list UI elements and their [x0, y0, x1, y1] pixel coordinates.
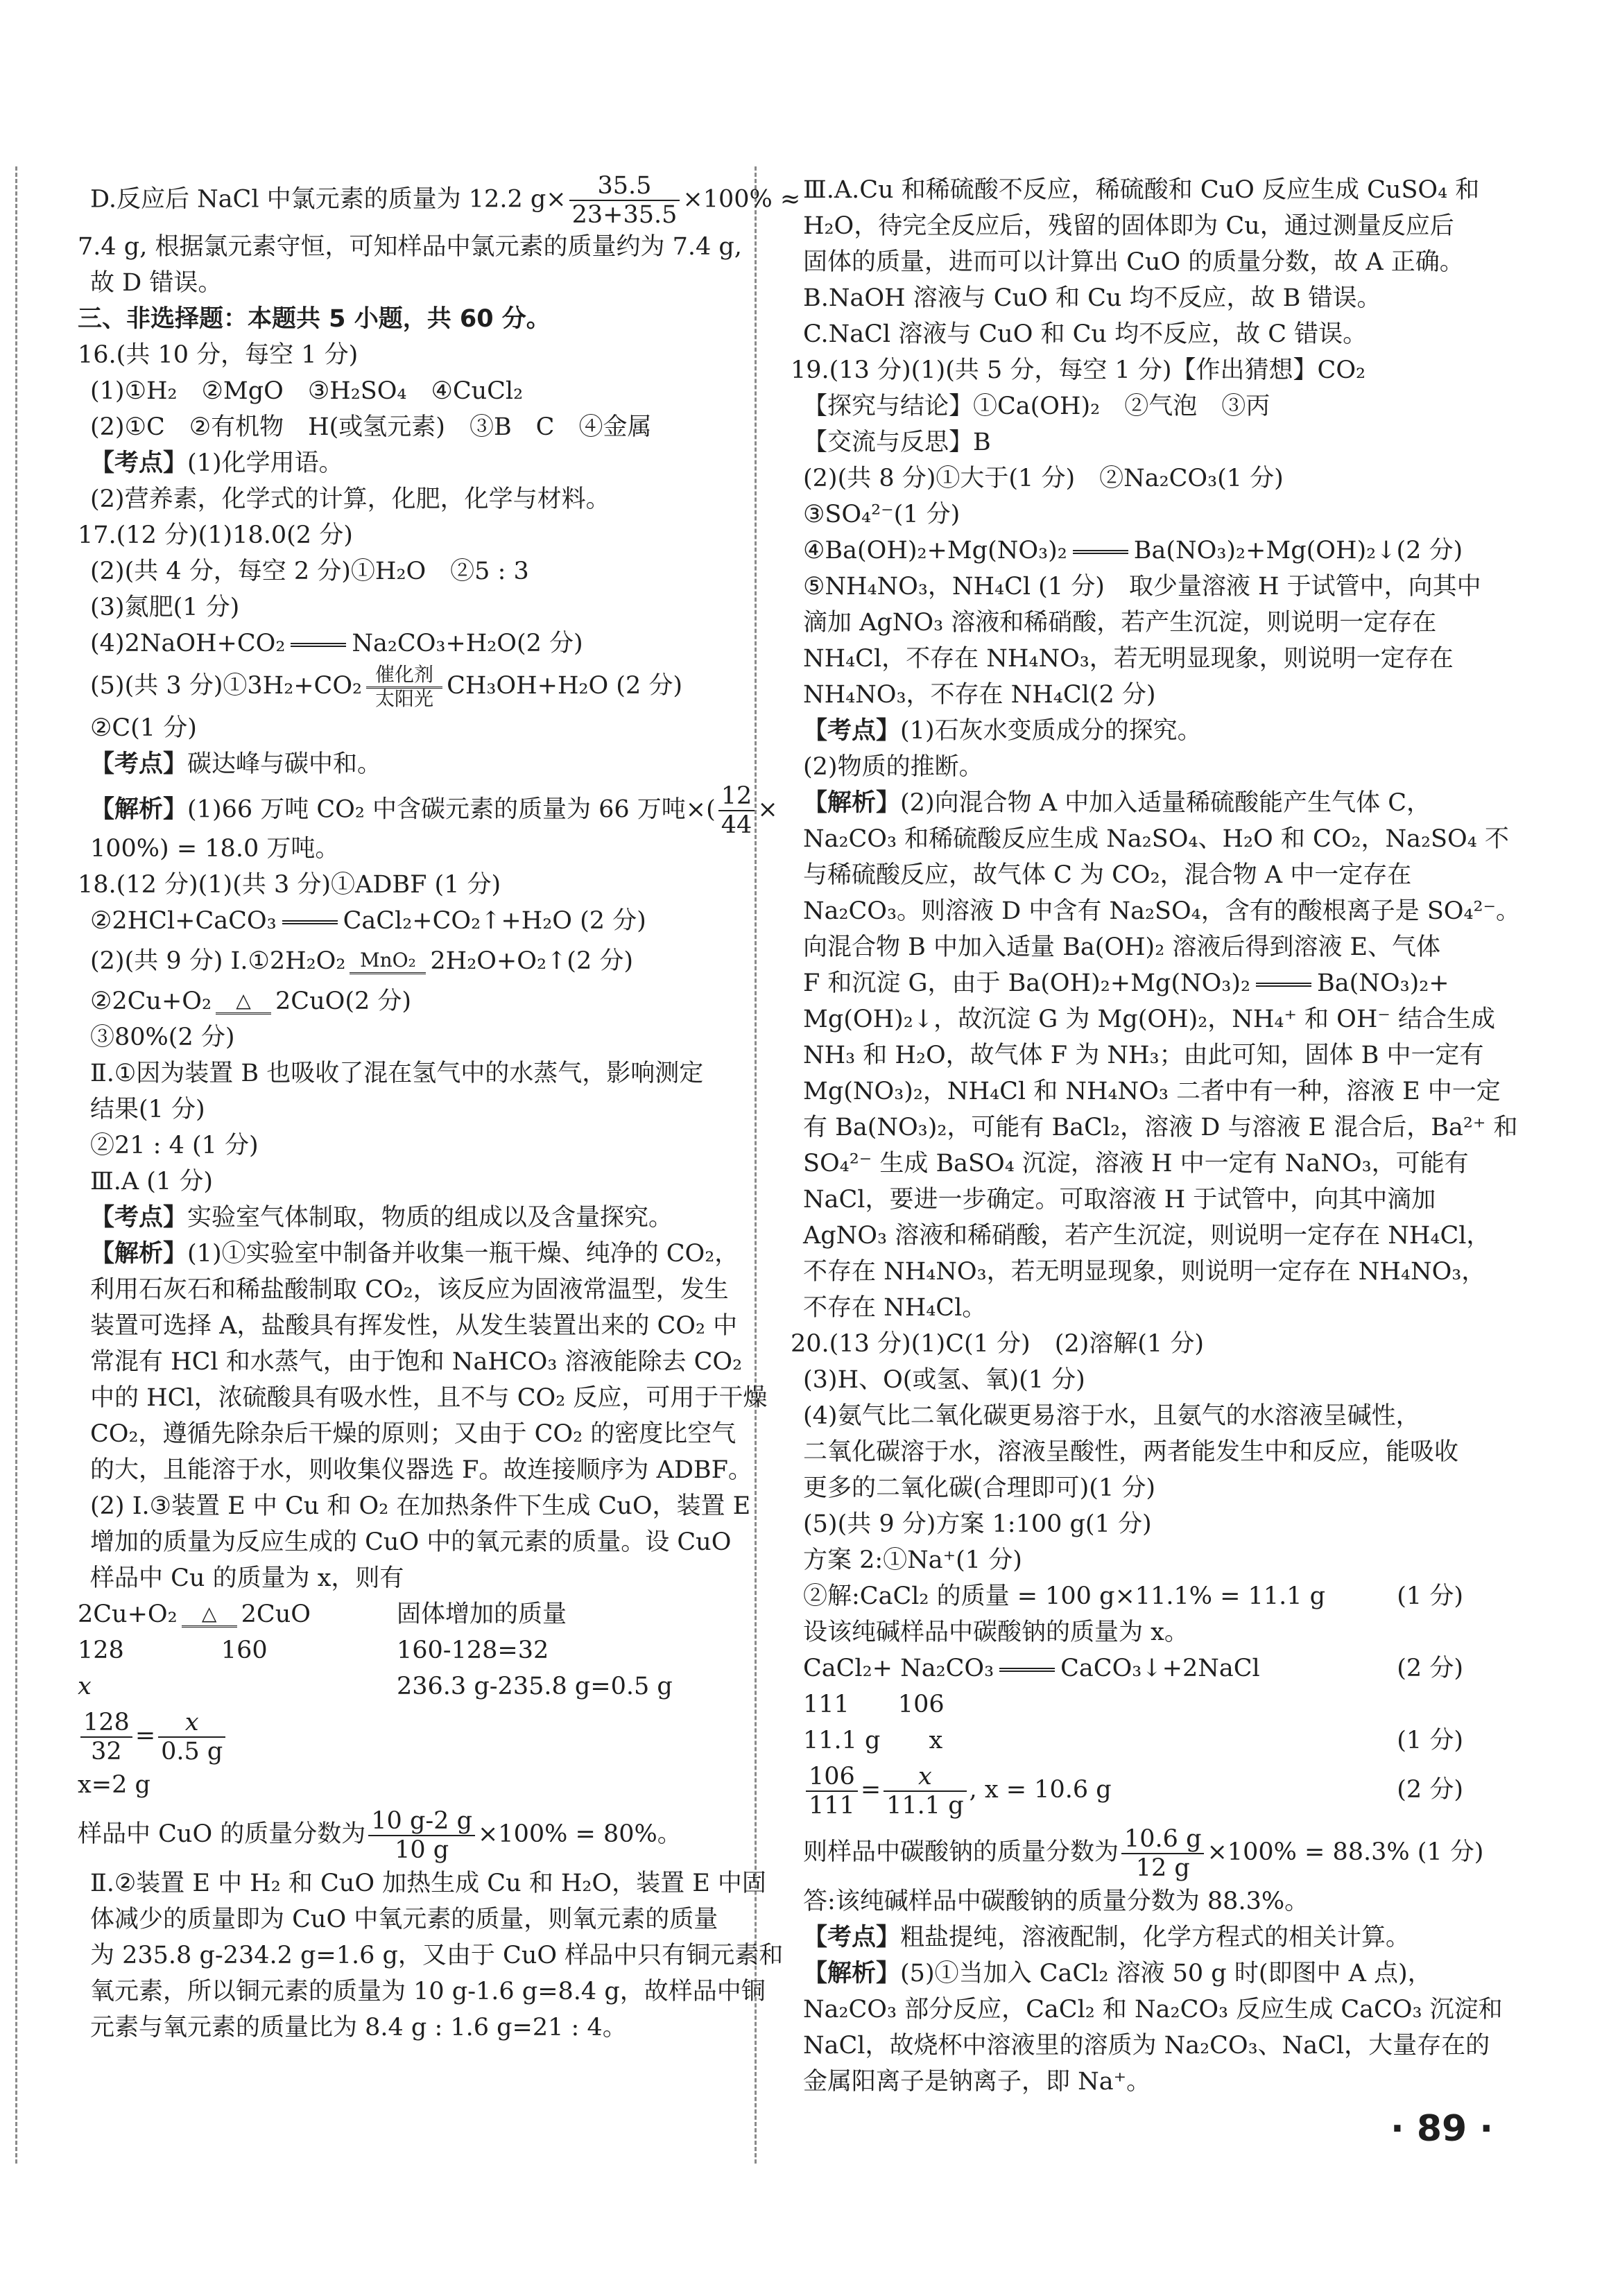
text-line: C.NaCl 溶液与 CuO 和 Cu 均不反应，故 C 错误。 [803, 320, 1368, 348]
answer-line: Ⅲ.A (1 分) [90, 1168, 213, 1196]
text-line: 增加的质量为反应生成的 CuO 中的氧元素的质量。设 CuO [90, 1528, 732, 1556]
equals-sign [999, 1668, 1055, 1672]
text-line: SO₄²⁻ 生成 BaSO₄ 沉淀，溶液 H 中一定有 NaNO₃，可能有 [803, 1150, 1469, 1177]
left-column [78, 172, 801, 2046]
answer-line: (3)H、O(或氢、氧)(1 分) [803, 1366, 1085, 1394]
answer-line: (2)①C ②有机物 H(或氢元素) ③B C ④金属 [90, 413, 652, 441]
jiexi-line: 【解析】(2)向混合物 A 中加入适量稀硫酸能产生气体 C， [803, 789, 1431, 817]
answer-line: (4)氨气比二氧化碳更易溶于水，且氨气的水溶液呈碱性， [803, 1402, 1420, 1430]
answer-line: 结果(1 分) [90, 1096, 205, 1123]
text-line: 装置可选择 A，盐酸具有挥发性，从发生装置出来的 CO₂ 中 [90, 1312, 738, 1340]
text-line: 利用石灰石和稀盐酸制取 CO₂，该反应为固液常温型，发生 [90, 1276, 729, 1304]
calc-line: 128 160 160-128=32 [78, 1637, 549, 1664]
reaction-condition: MnO₂ [350, 950, 426, 974]
text-line: 不存在 NH₄NO₃，若无明显现象，则说明一定存在 NH₄NO₃， [803, 1258, 1486, 1286]
text-line: 体减少的质量即为 CuO 中氧元素的质量，则氧元素的质量 [90, 1906, 718, 1933]
text-line: 金属阳离子是钠离子，即 Na⁺。 [803, 2068, 1151, 2096]
text-line: 的大，且能溶于水，则收集仪器选 F。故连接顺序为 ADBF。 [90, 1456, 752, 1484]
fraction: $\frac{10 g-2 g}{10 g}$ [368, 1807, 475, 1864]
score-mark: (2 分) [1397, 1655, 1463, 1682]
text-line: 故 D 错误。 [90, 269, 223, 297]
text-line: NH₃ 和 H₂O，故气体 F 为 NH₃；由此可知，固体 B 中一定有 [803, 1042, 1484, 1069]
text-line: 常混有 HCl 和水蒸气，由于饱和 NaHCO₃ 溶液能除去 CO₂ [90, 1348, 743, 1376]
text-line: 元素与氧元素的质量比为 8.4 g : 1.6 g=21 : 4。 [90, 2014, 627, 2042]
text-line: Na₂CO₃ 部分反应，CaCl₂ 和 Na₂CO₃ 反应生成 CaCO₃ 沉淀和 [803, 1996, 1503, 2023]
calc-line: 2Cu+O₂ △ 2CuO 固体增加的质量 [78, 1600, 567, 1628]
text-line: NaCl，要进一步确定。可取溶液 H 于试管中，向其中滴加 [803, 1186, 1436, 1214]
answer-line: NH₄Cl，不存在 NH₄NO₃，若无明显现象，则说明一定存在 [803, 645, 1454, 673]
answer-line: 二氧化碳溶于水，溶液呈酸性，两者能发生中和反应，能吸收 [803, 1438, 1459, 1466]
text-line: Mg(NO₃)₂，NH₄Cl 和 NH₄NO₃ 二者中有一种，溶液 E 中一定 [803, 1078, 1501, 1105]
text-line: (2)物质的推断。 [803, 753, 983, 781]
answer-line: (2)(共 8 分)①大于(1 分) ②Na₂CO₃(1 分) [803, 465, 1284, 492]
equals-sign [1073, 550, 1128, 554]
reaction-condition: △ [216, 990, 271, 1015]
question-19-header: 19.(13 分)(1)(共 5 分，每空 1 分)【作出猜想】CO₂ [791, 356, 1366, 384]
fraction: $\frac{x}{11.1 g}$ [884, 1763, 966, 1820]
text-line: (2) Ⅰ.③装置 E 中 Cu 和 O₂ 在加热条件下生成 CuO，装置 E [90, 1492, 751, 1520]
answer-line: 更多的二氧化碳(合理即可)(1 分) [803, 1474, 1156, 1502]
jiexi-line: 【解析】(5)①当加入 CaCl₂ 溶液 50 g 时(即图中 A 点)， [803, 1960, 1432, 1987]
reaction-condition: 催化剂 太阳光 [366, 664, 442, 709]
calc-line: 设该纯碱样品中碳酸钠的质量为 x。 [803, 1619, 1189, 1646]
question-20-header: 20.(13 分)(1)C(1 分) (2)溶解(1 分) [791, 1330, 1204, 1358]
right-column [791, 172, 1521, 2100]
text-line: 样品中 Cu 的质量为 x，则有 [90, 1564, 404, 1592]
fraction: $\frac{35.5}{23+35.5}$ [569, 172, 680, 229]
text-line: AgNO₃ 溶液和稀硝酸，若产生沉淀，则说明一定存在 NH₄Cl， [803, 1222, 1491, 1250]
question-18-header: 18.(12 分)(1)(共 3 分)①ADBF (1 分) [78, 871, 501, 899]
text-line: 氧元素，所以铜元素的质量为 10 g-1.6 g=8.4 g，故样品中铜 [90, 1978, 766, 2005]
equation-line: ②2Cu+O₂ △ 2CuO(2 分) [90, 987, 412, 1015]
answer-line: 【探究与结论】①Ca(OH)₂ ②气泡 ③丙 [803, 392, 1270, 420]
column-divider-rule [755, 166, 757, 2164]
text-line: NaCl，故烧杯中溶液里的溶质为 Na₂CO₃、NaCl，大量存在的 [803, 2032, 1490, 2060]
text-line: (2)营养素，化学式的计算，化肥，化学与材料。 [90, 485, 610, 513]
answer-line: NH₄NO₃，不存在 NH₄Cl(2 分) [803, 681, 1156, 709]
answer-line: ③SO₄²⁻(1 分) [803, 501, 960, 528]
fraction: $\frac{106}{111}$ [806, 1763, 858, 1820]
section-heading: 三、非选择题：本题共 5 小题，共 60 分。 [78, 305, 551, 333]
text-line: D.反应后 NaCl 中氯元素的质量为 12.2 g× $\frac{35.5}{23+35.5}$ ×100% ≈ [90, 172, 801, 229]
text-line: Mg(OH)₂↓，故沉淀 G 为 Mg(OH)₂，NH₄⁺ 和 OH⁻ 结合生成 [803, 1005, 1495, 1033]
answer-line: 方案 2:①Na⁺(1 分) [803, 1546, 1022, 1574]
equals-sign [291, 643, 346, 647]
equals-sign [1256, 983, 1311, 987]
fraction: $\frac{10.6 g}{12 g}$ [1121, 1825, 1204, 1882]
reaction-condition: △ [182, 1603, 237, 1628]
answer-line: 【交流与反思】B [803, 429, 991, 456]
score-mark: (1 分) [1397, 1582, 1463, 1610]
equation-line: (5)(共 3 分)①3H₂+CO₂ 催化剂 太阳光 CH₃OH+H₂O (2 分) [90, 663, 683, 710]
answer-line: (2)(共 4 分，每空 2 分)①H₂O ②5 : 3 [90, 558, 529, 585]
answer-line: ⑤NH₄NO₃，NH₄Cl (1 分) 取少量溶液 H 于试管中，向其中 [803, 573, 1481, 601]
text-line: Ⅲ.A.Cu 和稀硫酸不反应，稀硫酸和 CuO 反应生成 CuSO₄ 和 [803, 176, 1480, 204]
text-line: Na₂CO₃ 和稀硫酸反应生成 Na₂SO₄、H₂O 和 CO₂，Na₂SO₄ 不 [803, 825, 1509, 853]
text-line: 固体的质量，进而可以计算出 CuO 的质量分数，故 A 正确。 [803, 248, 1464, 276]
calc-line: 样品中 CuO 的质量分数为 $\frac{10 g-2 g}{10 g}$ ×100% = 80%。 [78, 1806, 682, 1864]
answer-line: 滴加 AgNO₃ 溶液和稀硝酸，若产生沉淀，则说明一定存在 [803, 609, 1437, 637]
answer-line: ②C(1 分) [90, 714, 197, 742]
kaodian-line: 【考点】(1)化学用语。 [90, 449, 343, 477]
answer-line: Ⅱ.①因为装置 B 也吸收了混在氢气中的水蒸气，影响测定 [90, 1060, 704, 1087]
text-line: 有 Ba(NO₃)₂，可能有 BaCl₂，溶液 D 与溶液 E 混合后，Ba²⁺ 和 [803, 1114, 1518, 1141]
calc-line: x 236.3 g-235.8 g=0.5 g [78, 1673, 673, 1700]
kaodian-line: 【考点】实验室气体制取，物质的组成以及含量探究。 [90, 1204, 673, 1232]
calc-line: 11.1 g x (1 分) [791, 1723, 1463, 1759]
equation-line: ④Ba(OH)₂+Mg(NO₃)₂ Ba(NO₃)₂+Mg(OH)₂↓(2 分) [803, 537, 1463, 564]
equation-line: (2)(共 9 分) Ⅰ.①2H₂O₂ MnO₂ 2H₂O+O₂↑(2 分) [90, 947, 634, 975]
jiexi-line: 【解析】(1)66 万吨 CO₂ 中含碳元素的质量为 66 万吨×( $\frac{12}{44}$ × [90, 782, 778, 839]
text-line: 100%) = 18.0 万吨。 [90, 835, 340, 863]
calc-line: 则样品中碳酸钠的质量分数为 $\frac{10.6 g}{12 g}$ ×100% = 88.3% (1 分) [803, 1824, 1484, 1882]
calc-line: x=2 g [78, 1771, 150, 1799]
equation-line: (4)2NaOH+CO₂ Na₂CO₃+H₂O(2 分) [90, 630, 583, 657]
answer-line: 答:该纯碱样品中碳酸钠的质量分数为 88.3%。 [803, 1888, 1309, 1915]
text-line: 中的 HCl，浓硫酸具有吸水性，且不与 CO₂ 反应，可用于干燥 [90, 1384, 768, 1412]
calc-line: CaCl₂+ Na₂CO₃ CaCO₃↓+2NaCl (2 分) [791, 1650, 1463, 1686]
equation-line: ②2HCl+CaCO₃ CaCl₂+CO₂↑+H₂O (2 分) [90, 907, 646, 935]
fraction: $\frac{12}{44}$ [718, 782, 755, 839]
jiexi-line: 【解析】(1)①实验室中制备并收集一瓶干燥、纯净的 CO₂， [90, 1240, 739, 1268]
score-mark: (2 分) [1397, 1776, 1463, 1804]
binding-margin-rule [15, 166, 17, 2164]
equals-sign [282, 920, 338, 924]
calc-line: $\frac{106}{111}$ = $\frac{x}{11.1 g}$ , x = 10.6 g (2 分) [791, 1759, 1463, 1821]
answer-line: (1)①H₂ ②MgO ③H₂SO₄ ④CuCl₂ [90, 377, 524, 405]
calc-line: 111 106 [803, 1691, 945, 1718]
text-line: H₂O，待完全反应后，残留的固体即为 Cu，通过测量反应后 [803, 212, 1454, 240]
kaodian-line: 【考点】粗盐提纯，溶液配制，化学方程式的相关计算。 [803, 1924, 1411, 1951]
calc-line: $\frac{128}{32}$ = $\frac{x}{0.5 g}$ [78, 1704, 723, 1767]
fraction: $\frac{128}{32}$ [80, 1709, 132, 1766]
kaodian-line: 【考点】(1)石灰水变质成分的探究。 [803, 717, 1202, 745]
text-line: 为 235.8 g-234.2 g=1.6 g，又由于 CuO 样品中只有铜元素和 [90, 1942, 784, 1969]
answer-line: (3)氮肥(1 分) [90, 594, 240, 621]
text-line: 与稀硫酸反应，故气体 C 为 CO₂，混合物 A 中一定存在 [803, 861, 1412, 889]
equation-line: F 和沉淀 G，由于 Ba(OH)₂+Mg(NO₃)₂ Ba(NO₃)₂+ [803, 969, 1449, 997]
answer-line: (5)(共 9 分)方案 1:100 g(1 分) [803, 1510, 1152, 1538]
page-number: · 89 · [1390, 2108, 1494, 2150]
score-mark: (1 分) [1397, 1727, 1463, 1754]
text-line: 不存在 NH₄Cl。 [803, 1294, 987, 1322]
answer-line: ②21 : 4 (1 分) [90, 1132, 259, 1159]
text-line: 向混合物 B 中加入适量 Ba(OH)₂ 溶液后得到溶液 E、气体 [803, 933, 1441, 961]
text-line: Na₂CO₃。则溶液 D 中含有 Na₂SO₄，含有的酸根离子是 SO₄²⁻。 [803, 897, 1521, 925]
fraction: $\frac{x}{0.5 g}$ [158, 1709, 225, 1766]
text-line: Ⅱ.②装置 E 中 H₂ 和 CuO 加热生成 Cu 和 H₂O，装置 E 中固 [90, 1870, 766, 1897]
text-line: CO₂，遵循先除杂后干燥的原则；又由于 CO₂ 的密度比空气 [90, 1420, 736, 1448]
answer-line: ③80%(2 分) [90, 1024, 235, 1051]
kaodian-line: 【考点】碳达峰与碳中和。 [90, 750, 382, 778]
question-16-header: 16.(共 10 分，每空 1 分) [78, 341, 359, 369]
calc-line: ②解:CaCl₂ 的质量 = 100 g×11.1% = 11.1 g (1 分) [791, 1578, 1463, 1614]
text-line: B.NaOH 溶液与 CuO 和 Cu 均不反应，故 B 错误。 [803, 284, 1381, 312]
question-17-header: 17.(12 分)(1)18.0(2 分) [78, 521, 353, 549]
text-line: 7.4 g, 根据氯元素守恒，可知样品中氯元素的质量约为 7.4 g, [78, 233, 742, 261]
